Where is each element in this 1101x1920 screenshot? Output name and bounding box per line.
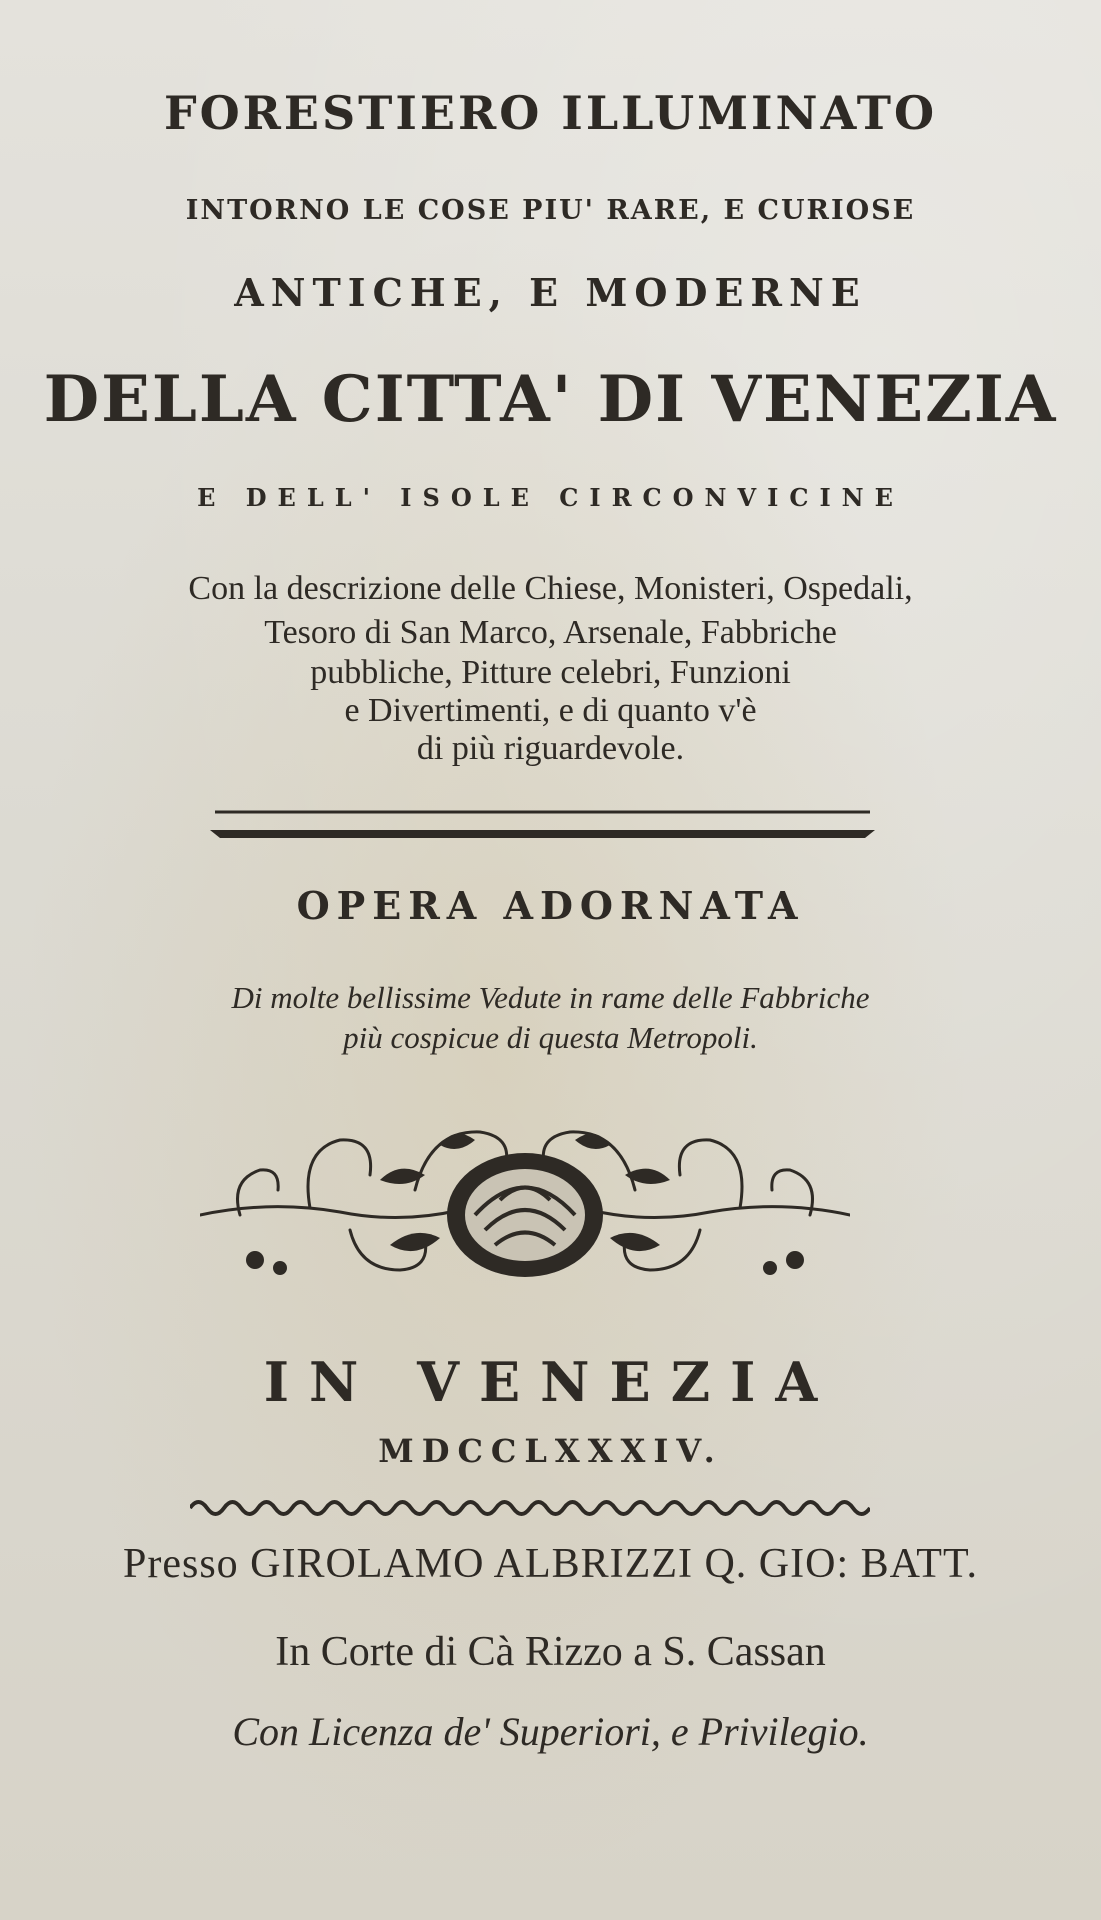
subtitle-line-2: ANTICHE, E MODERNE: [234, 270, 867, 315]
book-title: FORESTIERO ILLUMINATO: [163, 86, 938, 140]
printer-name: Presso GIROLAMO ALBRIZZI Q. GIO: BATT.: [122, 1541, 978, 1587]
subtitle-line-1: INTORNO LE COSE PIU' RARE, E CURIOSE: [185, 195, 916, 226]
license-line: Con Licenza de' Superiori, e Privilegio.: [232, 1709, 869, 1754]
imprint-year: MDCCLXXXIV.: [378, 1432, 723, 1470]
printer-address: In Corte di Cà Rizzo a S. Cassan: [275, 1629, 826, 1675]
subtitle-line-3: DELLA CITTA' DI VENEZIA: [43, 362, 1058, 437]
description-line: e Divertimenti, e di quanto v'è: [344, 692, 757, 729]
description-line: di più riguardevole.: [416, 730, 685, 767]
double-rule-divider: [210, 808, 875, 838]
subtitle-line-4: E DELL' ISOLE CIRCONVICINE: [197, 483, 904, 512]
floral-ornament: [200, 1120, 850, 1295]
description-line: Con la descrizione delle Chiese, Monisteri, Ospedali,: [188, 570, 913, 607]
opera-heading: OPERA ADORNATA: [296, 883, 805, 928]
wave-ornament-rule: [190, 1494, 870, 1520]
imprint-place: IN VENEZIA: [263, 1350, 838, 1414]
opera-description-line: Di molte bellissime Vedute in rame delle Fabbriche: [231, 980, 870, 1015]
description-line: Tesoro di San Marco, Arsenale, Fabbriche: [264, 614, 837, 651]
description-line: pubbliche, Pitture celebri, Funzioni: [310, 654, 791, 691]
opera-description-line: più cospicue di questa Metropoli.: [343, 1020, 758, 1055]
